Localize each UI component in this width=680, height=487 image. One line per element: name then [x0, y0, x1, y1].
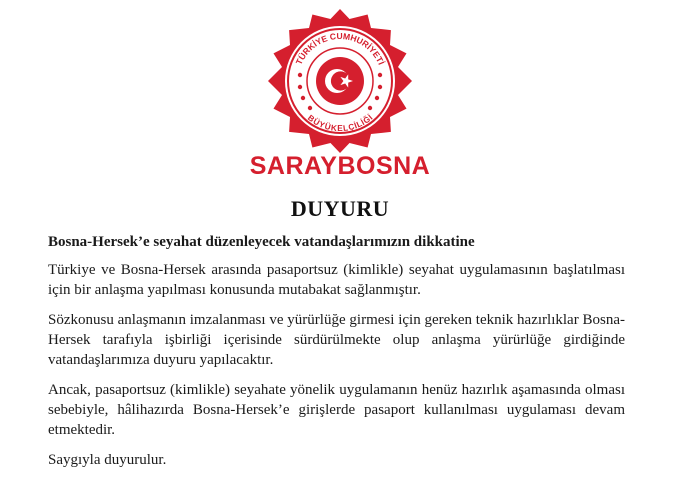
notice-paragraph-2: Sözkonusu anlaşmanın imzalanması ve yürürlüğe girmesi için gereken teknik hazırlıklar Bosna-Hersek tarafıyla işbirliği içerisinde sürdürülmekte olup anlaşma yürürlüğe girdiğinde vatandaşlarımıza duyuru yapılacaktır. — [48, 312, 625, 368]
embassy-seal-logo — [267, 8, 413, 154]
seal-text-top: TÜRKİYE CUMHURİYETİ — [293, 30, 387, 67]
notice-heading: Bosna-Hersek’e seyahat düzenleyecek vatandaşlarımızın dikkatine — [48, 234, 475, 250]
notice-paragraph-3: Ancak, pasaportsuz (kimlikle) seyahate yönelik uygulamanın henüz hazırlık aşamasında olması sebebiyle, hâlihazırda Bosna-Hersek’e girişlerde pasaport kullanılması uygulaması devam etmektedir. — [48, 382, 625, 438]
seal-text-bottom: BÜYÜKELÇİLİĞİ — [305, 113, 375, 134]
notice-body — [48, 232, 625, 480]
notice-paragraph-1: Türkiye ve Bosna-Hersek arasında pasaportsuz (kimlikle) seyahat uygulamasının başlatılması için bir anlaşma yapılması konusunda mutabakat sağlanmıştır. — [48, 262, 625, 298]
notice-title: DUYURU — [290, 196, 390, 221]
notice-closing: Saygıyla duyurulur. — [48, 452, 167, 468]
city-name: SARAYBOSNA — [249, 152, 431, 180]
